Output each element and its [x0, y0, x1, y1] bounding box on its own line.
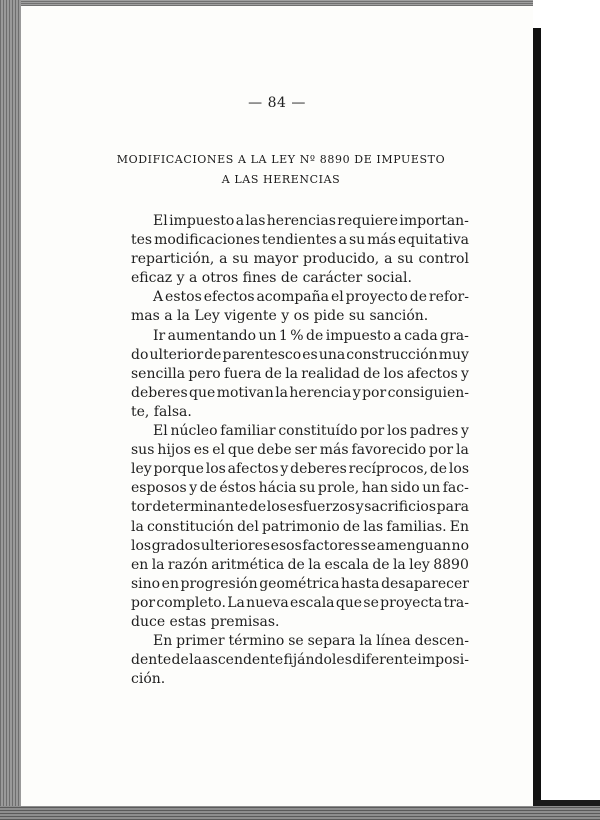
text-line: te, falsa.	[131, 403, 192, 420]
text-line: El núcleo familiar constituído por los padres y	[153, 423, 469, 440]
text-line: repartición, a su mayor producido, a su control	[131, 251, 469, 268]
text-line: sus hijos es el que debe ser más favorecido por la	[131, 442, 469, 459]
book-page	[21, 6, 533, 806]
text-line: En primer término se separa la línea descen-	[153, 633, 469, 650]
text-line: mas a la Ley vigente y os pide su sanción.	[131, 308, 429, 325]
text-line: esposos y de éstos hácia su prole, han sido un fac-	[131, 480, 469, 497]
text-line: tor determinante de los esfuerzos y sacrificios para	[131, 499, 469, 516]
paragraph	[131, 212, 469, 288]
scan-bottom-edge	[0, 806, 600, 820]
section-heading	[61, 150, 501, 190]
page-number: — 84 —	[248, 95, 306, 111]
text-line: en la razón aritmética de la escala de la ley 8890	[131, 556, 469, 573]
text-line: dente de la ascendente fijándoles diferente imposi-	[131, 652, 469, 669]
text-line: eficaz y a otros fines de carácter social.	[131, 270, 412, 287]
scan-left-edge	[0, 0, 21, 820]
text-line: sencilla pero fuera de la realidad de los afectos y	[131, 365, 469, 382]
paragraph	[131, 288, 469, 326]
text-line: do ulterior de parentesco es una construcción muy	[131, 346, 469, 363]
text-line: Ir aumentando un 1 % de impuesto a cada gra-	[153, 327, 469, 344]
paragraph	[131, 327, 469, 422]
text-line: deberes que motivan la herencia y por consiguien-	[131, 384, 469, 401]
scan-right-margin	[533, 0, 600, 820]
text-line: duce estas premisas.	[131, 613, 280, 630]
text-line: El impuesto a las herencias requiere importan-	[153, 213, 469, 229]
text-line: sino en progresión geométrica hasta desaparecer	[131, 575, 469, 592]
text-line: por completo. La nueva escala que se proyecta tra-	[131, 594, 469, 611]
text-line: ley porque los afectos y deberes recíprocos, de los	[131, 461, 469, 478]
text-line: los grados ulteriores esos factores se amenguan no	[131, 537, 469, 554]
text-line: ción.	[131, 671, 166, 688]
heading-line-1: MODIFICACIONES A LA LEY Nº 8890 DE IMPUESTO	[116, 153, 446, 166]
scan-right-shadow-bar	[533, 28, 541, 808]
paragraph	[131, 632, 469, 689]
text-line: la constitución del patrimonio de las familias. En	[131, 518, 469, 535]
body-text	[131, 212, 469, 689]
text-line: A estos efectos acompaña el proyecto de refor-	[153, 289, 469, 306]
heading-line-2: A LAS HERENCIAS	[221, 173, 341, 186]
paragraph	[131, 422, 469, 632]
text-line: tes modificaciones tendientes a su más equitativa	[131, 232, 469, 249]
